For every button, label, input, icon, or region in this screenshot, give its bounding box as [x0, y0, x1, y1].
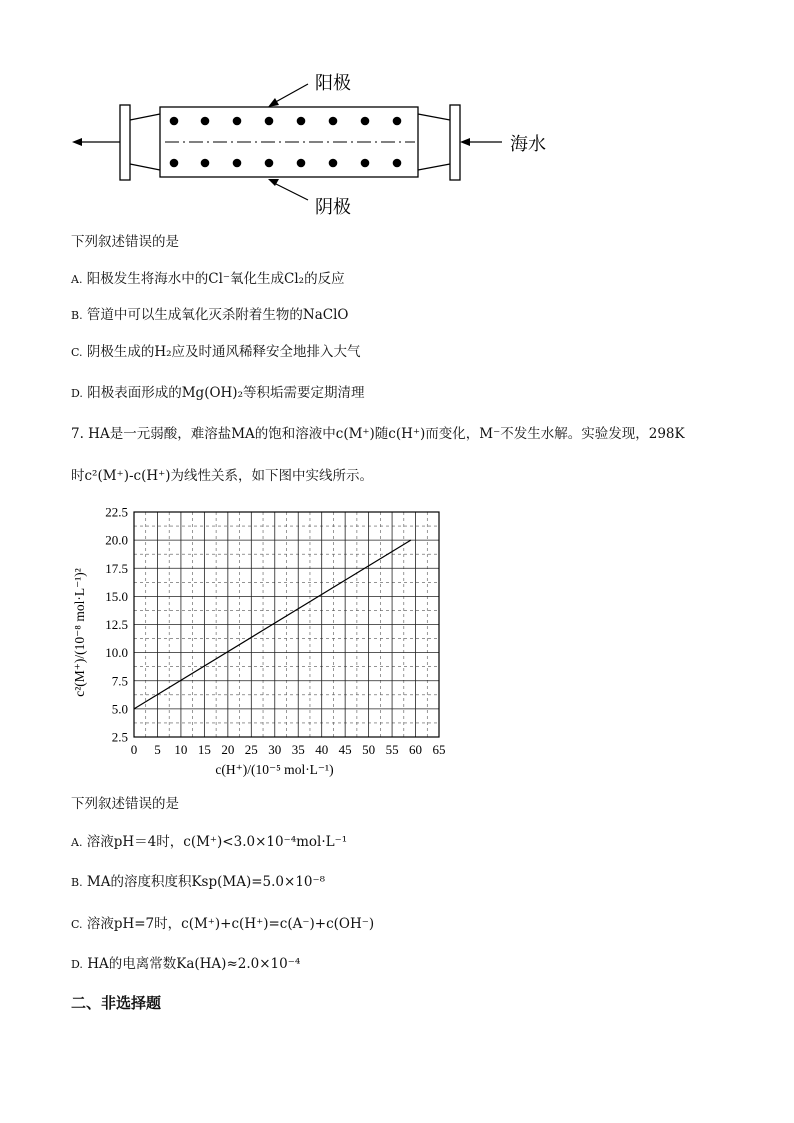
right-connector: [418, 114, 450, 120]
option-letter: D.: [71, 958, 83, 971]
x-tick-label: 60: [409, 742, 423, 757]
left-flange: [120, 105, 130, 180]
q7-option-c[interactable]: [71, 918, 374, 932]
x-tick-label: 15: [197, 742, 211, 757]
x-tick-label: 25: [244, 742, 258, 757]
y-tick-label: 17.5: [105, 560, 128, 576]
option-text: 阳极发生将海水中的Cl⁻氧化生成Cl₂的反应: [86, 271, 345, 287]
q6-prompt: 下列叙述错误的是: [71, 234, 179, 250]
section-heading: 二、非选择题: [71, 994, 162, 1012]
option-text: 阳极表面形成的Mg(OH)₂等积垢需要定期清理: [87, 385, 365, 401]
linear-relationship-chart: [70, 500, 460, 790]
q6-option-c[interactable]: [71, 346, 361, 360]
x-tick-label: 30: [268, 742, 282, 757]
x-tick-label: 45: [338, 742, 352, 757]
y-tick-label: 5.0: [111, 701, 128, 717]
x-tick-label: 20: [221, 742, 235, 757]
x-tick-label: 35: [291, 742, 305, 757]
option-letter: A.: [71, 273, 83, 286]
q7-prompt: 下列叙述错误的是: [71, 796, 179, 812]
q7-option-b[interactable]: [71, 876, 325, 890]
y-axis-label: c²(M⁺)/(10⁻⁸ mol·L⁻¹)²: [72, 568, 87, 697]
electrolysis-pipe-diagram: [60, 62, 570, 222]
y-tick-label: 2.5: [111, 729, 128, 745]
y-tick-label: 15.0: [105, 588, 128, 604]
y-tick-label: 22.5: [105, 504, 128, 520]
option-text: MA的溶度积度积Ksp(MA)=5.0×10⁻⁸: [86, 874, 326, 890]
q6-option-d[interactable]: [71, 387, 365, 401]
cathode-label: 阴极: [315, 197, 351, 217]
option-letter: D.: [71, 387, 83, 400]
left-connector: [130, 114, 160, 120]
seawater-label: 海水: [510, 134, 546, 154]
option-letter: B.: [71, 876, 83, 889]
option-letter: B.: [71, 309, 83, 322]
option-letter: C.: [71, 918, 83, 931]
x-axis-label: c(H⁺)/(10⁻⁵ mol·L⁻¹): [215, 762, 334, 777]
option-text: 溶液pH=7时，c(M⁺)+c(H⁺)=c(A⁻)+c(OH⁻): [86, 916, 375, 932]
q6-option-b[interactable]: [71, 309, 348, 323]
q7-stem-line1: 7. HA是一元弱酸，难溶盐MA的饱和溶液中c(M⁺)随c(H⁺)而变化，M⁻不发生水解。实验发现，298K: [71, 426, 685, 442]
x-tick-label: 40: [315, 742, 329, 757]
option-letter: C.: [71, 346, 83, 359]
q6-option-a[interactable]: [71, 273, 345, 287]
q7-option-a[interactable]: [71, 836, 347, 850]
x-tick-label: 5: [154, 742, 161, 757]
q7-option-d[interactable]: [71, 958, 300, 972]
y-tick-label: 7.5: [111, 673, 128, 689]
y-tick-label: 10.0: [105, 645, 128, 661]
y-tick-label: 20.0: [105, 532, 128, 548]
q7-stem-line2: 时c²(M⁺)-c(H⁺)为线性关系，如下图中实线所示。: [71, 468, 374, 484]
anode-pointer: [272, 84, 308, 104]
x-tick-label: 50: [362, 742, 376, 757]
y-tick-label: 12.5: [105, 617, 128, 632]
option-text: HA的电离常数Ka(HA)≈2.0×10⁻⁴: [87, 956, 301, 972]
x-tick-label: 10: [174, 742, 188, 757]
option-text: 阴极生成的H₂应及时通风稀释安全地排入大气: [86, 344, 361, 360]
anode-dots: [170, 117, 402, 126]
anode-label: 阳极: [315, 73, 351, 93]
cathode-dots: [170, 159, 402, 168]
right-flange: [450, 105, 460, 180]
cathode-pointer: [272, 182, 308, 200]
option-letter: A.: [71, 836, 83, 849]
x-tick-label: 55: [385, 742, 399, 757]
x-tick-label: 65: [432, 742, 446, 757]
x-tick-label: 0: [130, 742, 138, 757]
option-text: 溶液pH＝4时，c(M⁺)<3.0×10⁻⁴mol·L⁻¹: [86, 834, 348, 850]
option-text: 管道中可以生成氧化灭杀附着生物的NaClO: [86, 307, 349, 323]
